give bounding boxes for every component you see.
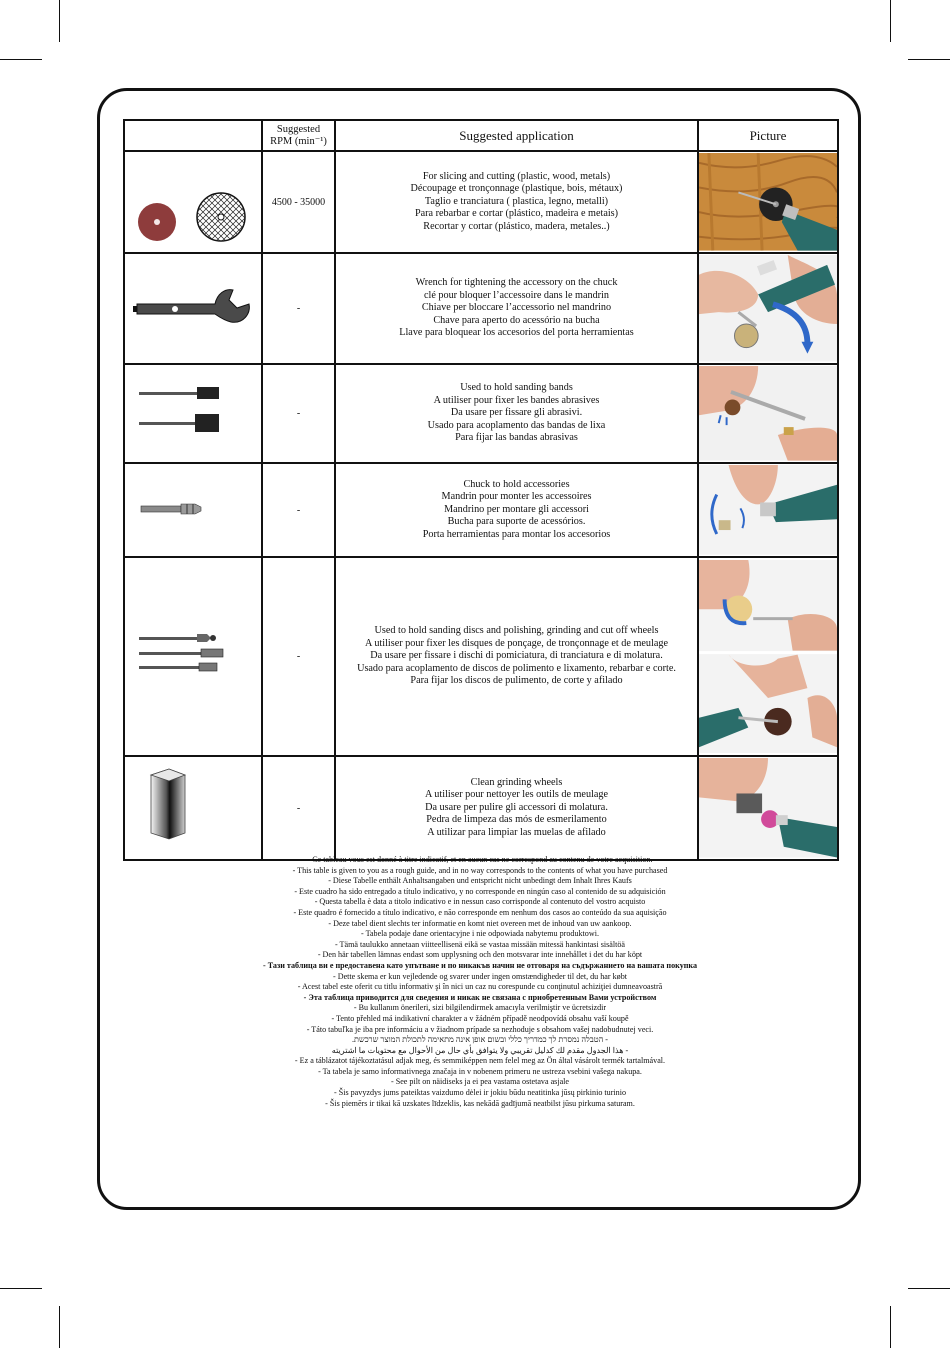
crop-mark <box>0 59 42 60</box>
disclaimer-line: - This table is given to you as a rough guide, and in no way corresponds to the contents of what you have purchased <box>292 865 668 875</box>
picture-cell <box>698 756 838 860</box>
picture-cell <box>698 364 838 463</box>
table-header-row <box>124 120 838 151</box>
table-row <box>124 463 838 557</box>
app-line: clé pour bloquer l’accessoire dans le mandrin <box>423 289 609 301</box>
crop-mark <box>890 0 891 42</box>
app-line: A utiliser pour fixer les disques de ponçage, de tronçonnage et de meulage <box>365 637 668 649</box>
app-line: Llave para bloquear los accesorios del porta herramientas <box>399 327 634 339</box>
chuck-icon <box>125 464 261 551</box>
header-icon-cell <box>124 120 262 151</box>
disclaimer-line: - Тази таблица ви е предоставена като упътване и по никакъв начин не отговаря на съдържанието на вашата покупка <box>262 960 697 970</box>
disclaimer-line: - Tento přehled má indikativní charakter a v žádném případě neodpovídá obsahu vaší koupě <box>331 1013 629 1023</box>
crop-mark <box>59 1306 60 1348</box>
disclaimer-line: - Ez a táblázatot tájékoztatásul adjak meg, és semmiképpen nem felel meg az Ön által vásárolt termék tartalmával. <box>294 1056 666 1066</box>
header-picture: Picture <box>698 120 838 151</box>
table-row <box>124 151 838 253</box>
app-line: Para rebarbar e cortar (plástico, madeira e metais) <box>414 208 619 220</box>
header-rpm-line1: Suggested <box>276 123 321 135</box>
rpm-value: 4500 - 35000 <box>262 151 335 253</box>
application-text <box>335 364 698 463</box>
disclaimer-line: - Bu kullanım önerileri, sizi bilgilendirmek amacıyla verilmiştir ve ücretsizdir <box>353 1003 607 1013</box>
mandrels-icon <box>125 558 261 750</box>
app-line: A utiliser pour fixer les bandes abrasives <box>433 394 600 406</box>
disclaimer-line: - Táto tabuľka je iba pre informáciu a v žiadnom prípade sa nezhoduje s obsahom vašej nadobudnutej veci. <box>306 1024 654 1034</box>
disclaimer-line: - Dette skema er kun vejledende og svarer under ingen omstændigheder til det, du har købt <box>333 971 627 981</box>
app-line: Used to hold sanding discs and polishing, grinding and cut off wheels <box>374 625 659 637</box>
crop-mark <box>908 1288 950 1289</box>
picture-cell <box>698 151 838 253</box>
app-line: A utiliser pour nettoyer les outils de meulage <box>424 789 609 801</box>
app-line: Usado para acoplamento das bandas de lixa <box>427 419 606 431</box>
application-text <box>335 151 698 253</box>
rpm-value: - <box>262 253 335 364</box>
header-rpm-line2: RPM (min⁻¹) <box>270 135 327 147</box>
rpm-value: - <box>262 756 335 860</box>
disclaimer-line: - Questa tabella è data a titolo indicativo e in nessun caso corrisponde al contenuto del vostro acquisto <box>314 897 646 907</box>
dressing-stone-photo <box>699 758 837 858</box>
app-line: Porta herramientas para montar los accesorios <box>422 528 611 540</box>
rpm-value: - <box>262 364 335 463</box>
crop-mark <box>0 1288 42 1289</box>
app-line: Usado para acoplamento de discos de polimento e lixamento, rebarbar e corte. <box>357 662 676 674</box>
disclaimer-line: - Deze tabel dient slechts ter informatie en komt niet overeen met de inhoud van uw aankoop. <box>328 918 632 928</box>
rpm-value: - <box>262 557 335 756</box>
app-line: Clean grinding wheels <box>470 776 563 788</box>
mandrel-discs-photo <box>699 560 837 753</box>
crop-mark <box>908 59 950 60</box>
disclaimer-line: - Acest tabel este oferit cu titlu informativ şi în nici un caz nu corespunde cu conţinutul achiziţiei dumneavoastră <box>297 982 663 992</box>
crop-mark <box>59 0 60 42</box>
application-text <box>335 557 698 756</box>
disclaimer-line: - Эта таблица приводится для сведения и никак не связана с приобретенным Вами устройством <box>303 992 657 1002</box>
app-line: Wrench for tightening the accessory on the chuck <box>415 277 618 289</box>
row-icon-cell <box>124 463 262 557</box>
rpm-value: - <box>262 463 335 557</box>
app-line: Used to hold sanding bands <box>460 382 573 394</box>
row-icon-cell <box>124 364 262 463</box>
application-text <box>335 463 698 557</box>
disclaimer-line: - Šis piemērs ir tikai kā uzskates līdzeklis, kas nekādā gadījumā neatbilst jūsu pirkuma saturam. <box>325 1098 635 1108</box>
app-line: Mandrin pour monter les accessoires <box>441 491 592 503</box>
app-line: Chave para aperto do acessório na bucha <box>433 314 600 326</box>
disclaimer-line: - Ce tableau vous est donné à titre indicatif, et en aucun cas ne correspond au contenu de votre acquisition. <box>307 855 653 864</box>
disclaimer-line: - See pilt on näidiseks ja ei pea vastama ostetava asjale <box>391 1077 569 1087</box>
disclaimer-notes <box>123 855 837 1109</box>
disclaimer-line: - هذا الجدول مقدم لك كدليل تقريبي ولا يتوافق بأي حال من الأحوال مع محتويات ما اشتريته <box>331 1045 629 1055</box>
app-line: Bucha para suporte de acessórios. <box>447 516 586 528</box>
picture-cell <box>698 253 838 364</box>
app-line: Taglio e tranciatura ( plastica, legno, metalli) <box>424 195 609 207</box>
app-line: Chiave per bloccare l’accessorio nel mandrino <box>421 302 612 314</box>
row-icon-cell <box>124 151 262 253</box>
row-icon-cell <box>124 253 262 364</box>
disclaimer-line: - Ta tabela je samo informativnega značaja in v nobenem primeru ne ustreza vsebini vašega nakupa. <box>318 1066 642 1076</box>
accessories-table <box>123 119 839 861</box>
table-row <box>124 557 838 756</box>
picture-cell <box>698 463 838 557</box>
app-line: Découpage et tronçonnage (plastique, bois, métaux) <box>410 183 623 195</box>
disclaimer-line: - Tabela podaje dane orientacyjne i nie odpowiada nabytemu produktowi. <box>361 929 599 939</box>
app-line: For slicing and cutting (plastic, wood, metals) <box>422 170 611 182</box>
application-text <box>335 756 698 860</box>
dressing-stone-icon <box>125 757 261 854</box>
app-line: Da usare per fissare i dischi di pomiciatura, di tranciatura e di molatura. <box>370 650 663 662</box>
app-line: Chuck to hold accessories <box>463 478 570 490</box>
cutting-wood-photo <box>699 153 837 251</box>
table-row <box>124 756 838 860</box>
disclaimer-line: - Den här tabellen lämnas endast som upplysning och den motsvarar inte innehållet i det du har köpt <box>317 950 643 960</box>
disclaimer-line: - Este cuadro ha sido entregado a título indicativo, y no corresponde en ningún caso al contenido de su adquisición <box>294 886 666 896</box>
sanding-band-mandrels-icon <box>125 365 261 457</box>
app-line: A utilizar para limpiar las muelas de afilado <box>427 826 606 838</box>
crop-mark <box>890 1306 891 1348</box>
app-line: Da usare per pulire gli accessori di molatura. <box>425 801 608 813</box>
header-application: Suggested application <box>335 120 698 151</box>
disclaimer-line: - הטבלה נמסרת לך כמדריך כללי ובשום אופן אינה מתאימה לתכולת המוצר שרכשת. <box>352 1035 608 1045</box>
table-row <box>124 364 838 463</box>
row-icon-cell <box>124 557 262 756</box>
app-line: Para fijar los discos de pulimento, de corte y afilado <box>410 675 623 687</box>
app-line: Para fijar las bandas abrasivas <box>455 432 578 444</box>
disclaimer-line: - Diese Tabelle enthält Anhaltsangaben und entspricht nicht unbedingt dem Inhalt Ihres Kaufs <box>328 876 632 886</box>
disclaimer-line: - Šis pavyzdys jums pateiktas vaizdumo dėlei ir jokiu būdu neatitinka jūsų pirkinio turinio <box>333 1088 626 1098</box>
app-line: Pedra de limpeza das mós de esmerilamento <box>426 814 607 826</box>
chuck-mount-photo <box>699 465 837 555</box>
wrench-use-photo <box>699 255 837 361</box>
picture-cell <box>698 557 838 756</box>
app-line: Recortar y cortar (plástico, madera, metales..) <box>423 220 610 232</box>
app-line: Mandrino per montare gli accessori <box>444 503 589 515</box>
table-row <box>124 253 838 364</box>
app-line: Da usare per fissare gli abrasivi. <box>450 407 583 419</box>
disclaimer-line: - Este quadro é fornecido a título indicativo, e não corresponde em nenhum dos casos ao conteúdo da sua aquisição <box>293 907 667 917</box>
application-text <box>335 253 698 364</box>
wrench-icon <box>125 254 261 358</box>
row-icon-cell <box>124 756 262 860</box>
disclaimer-line: - Tämä taulukko annetaan viitteellisenä eikä se vastaa missään mitessä hankintasi sisältöä <box>334 939 625 949</box>
sanding-band-photo <box>699 366 837 461</box>
header-rpm <box>262 120 335 151</box>
cutting-discs-icon <box>125 152 261 247</box>
